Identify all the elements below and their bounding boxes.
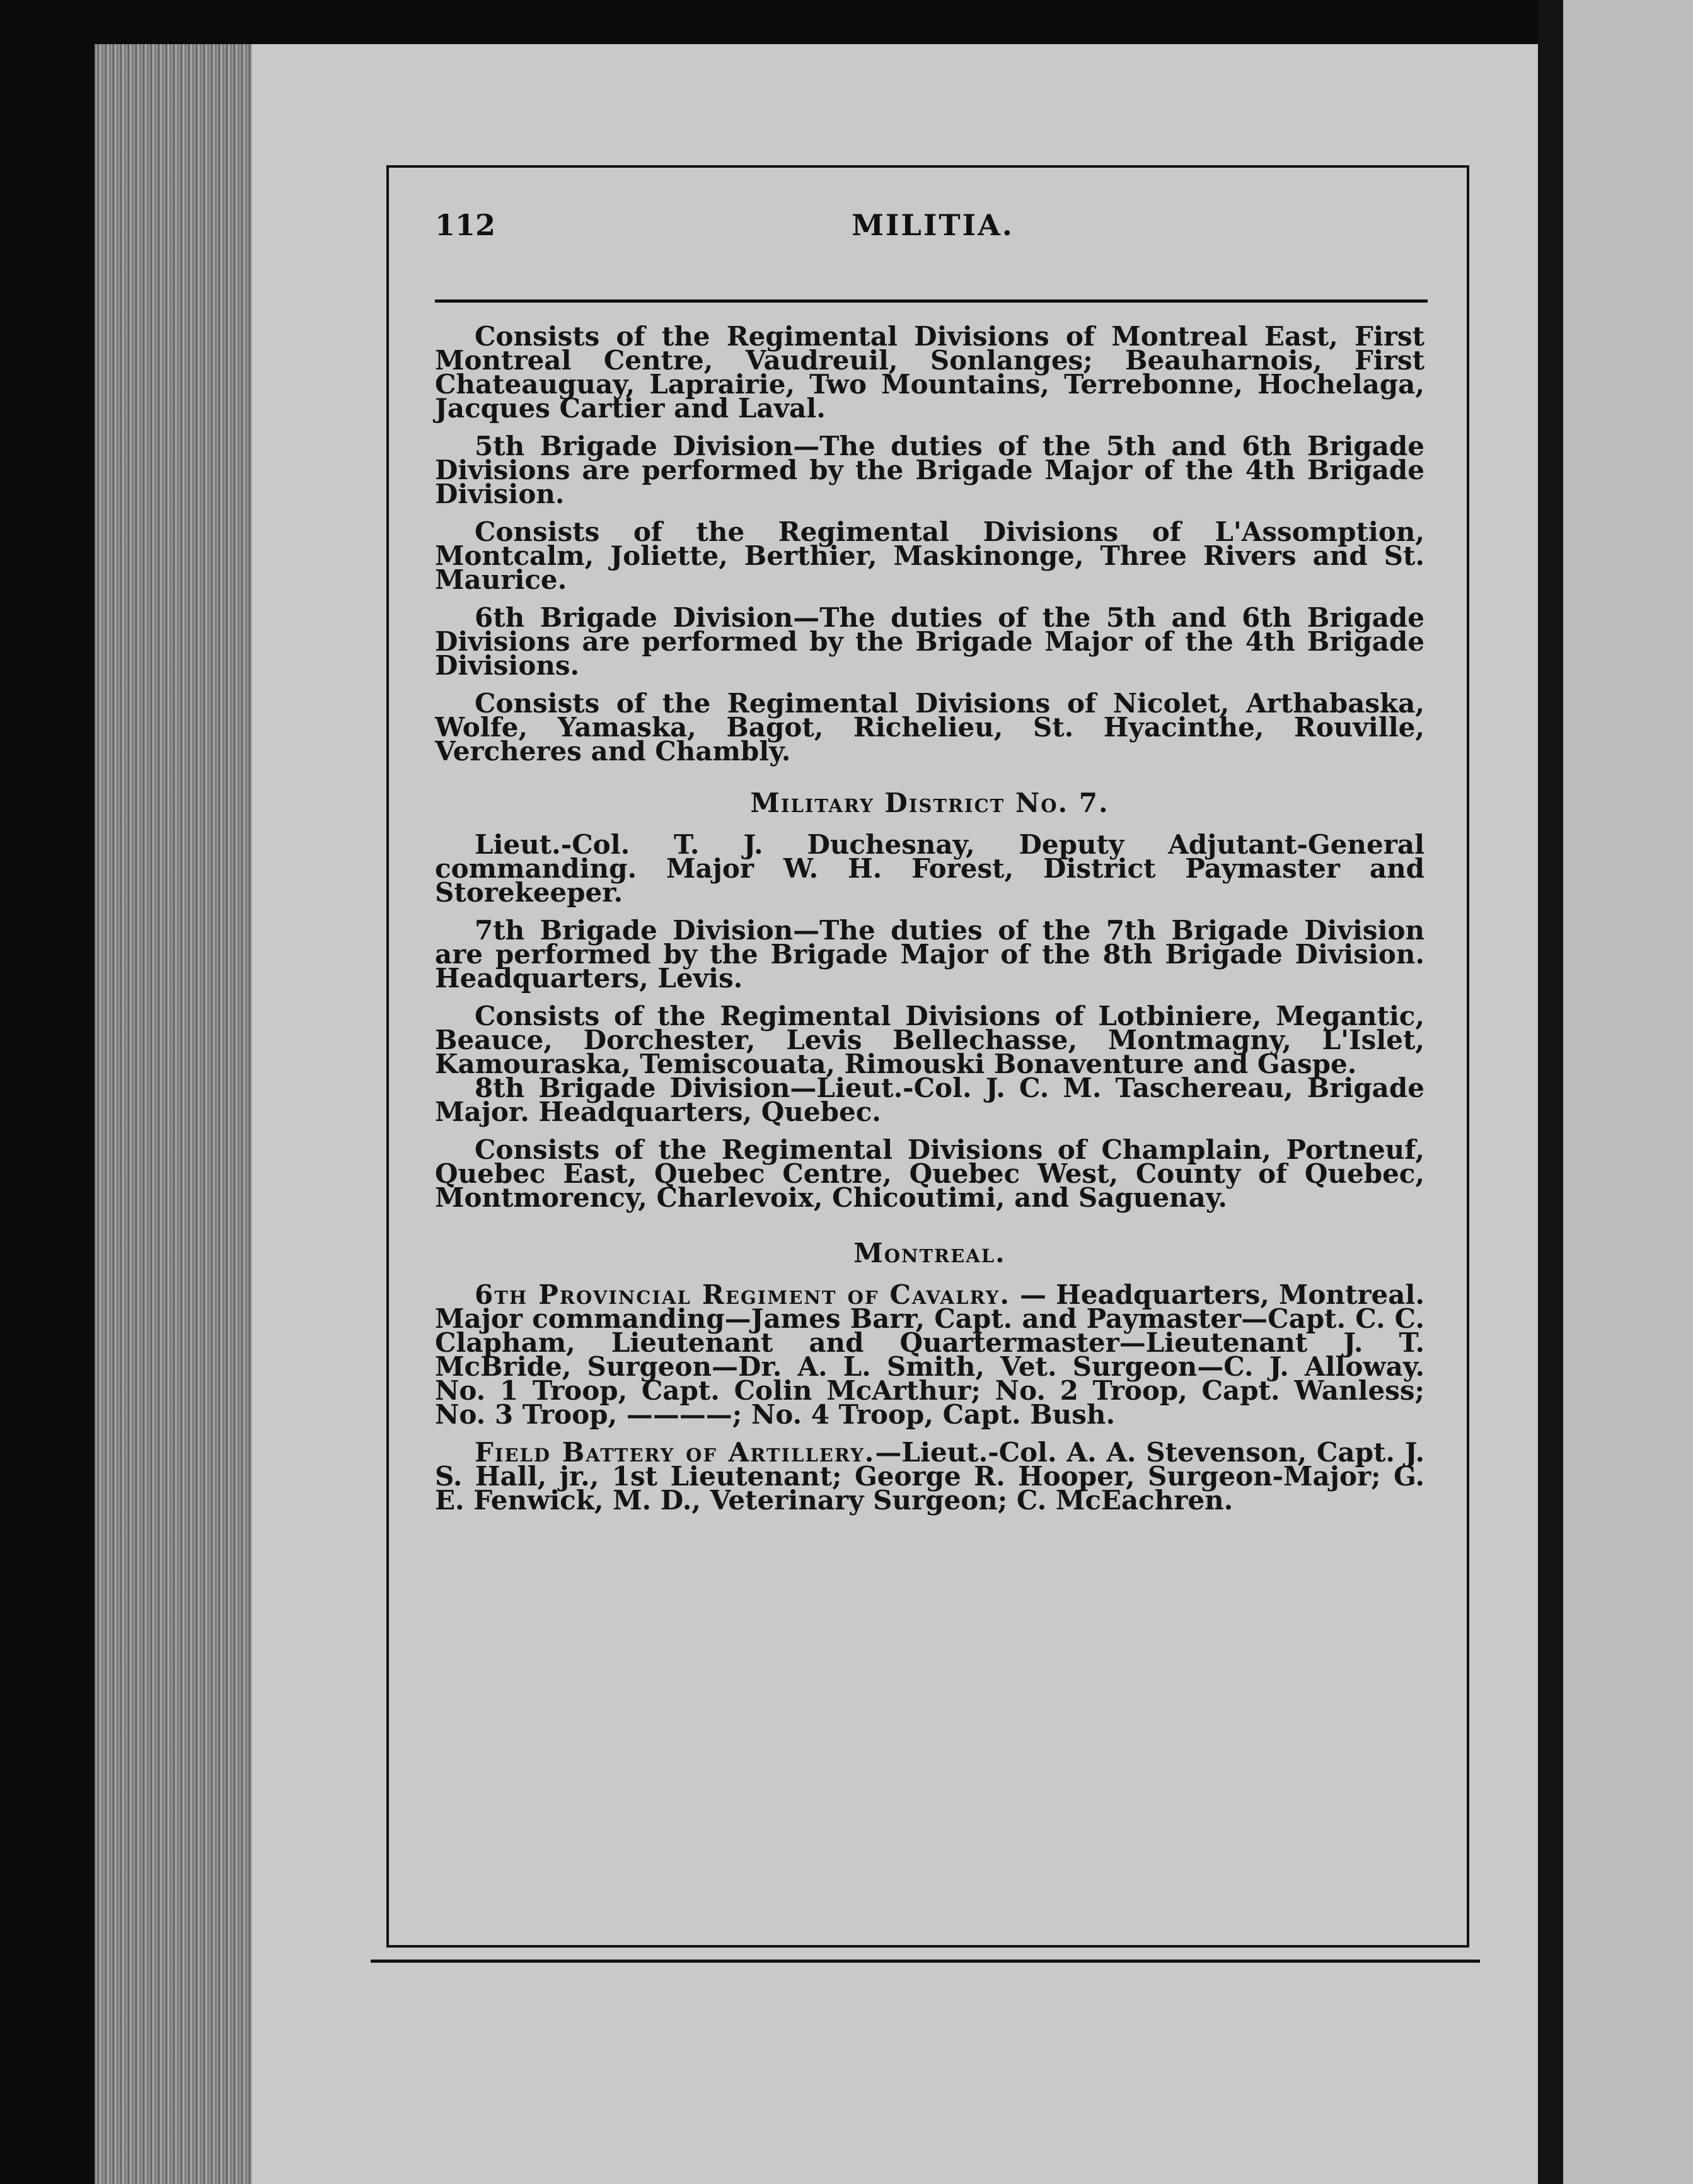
paragraph-5th-brigade-divisions: Consists of the Regimental Divisions of L'Assomption, Montcalm, Joliette, Berthier, Maskinonge, Three Rivers and St. Maurice. [435, 516, 1424, 595]
artillery-title: Field Battery of Artillery. [475, 1437, 875, 1468]
page-edges [95, 44, 252, 2184]
section-heading-district-7: Military District No. 7. [750, 787, 1109, 818]
paragraph-7th-brigade: 7th Brigade Division—The duties of the 7th Brigade Division are performed by the Brigade Major of the 8th Brigade Division. Headquarters, Levis. [435, 915, 1424, 994]
running-header [435, 208, 1431, 258]
paragraph-district-staff: Lieut.-Col. T. J. Duchesnay, Deputy Adjutant-General commanding. Major W. H. Forest, District Paymaster and Storekeeper. [435, 829, 1424, 908]
page-body [435, 321, 1424, 1526]
page-number: 112 [435, 208, 496, 242]
paragraph-4th-brigade-divisions: Consists of the Regimental Divisions of Montreal East, First Montreal Centre, Vaudreuil, Sonlanges; Beauharnois, First Chateauguay, Laprairie, Two Mountains, Terrebonne, Hochelaga, Jacques Cartier and Laval. [435, 321, 1424, 424]
paragraph-artillery [435, 1437, 1424, 1516]
book-gutter [1538, 0, 1563, 2184]
paragraph-6th-brigade-divisions: Consists of the Regimental Divisions of Nicolet, Arthabaska, Wolfe, Yamaska, Bagot, Richelieu, St. Hyacinthe, Rouville, Vercheres and Chambly. [435, 688, 1424, 767]
cavalry-title: 6th Provincial Regiment of Cavalry. [475, 1279, 1010, 1310]
footer-rule [371, 1960, 1480, 1963]
section-heading-montreal: Montreal. [853, 1238, 1006, 1269]
paragraph-7th-brigade-divisions: Consists of the Regimental Divisions of Lotbiniere, Megantic, Beauce, Dorchester, Levis Bellechasse, Montmagny, L'Islet, Kamouraska, Temiscouata, Rimouski Bonaventure and Gaspe. [435, 1001, 1424, 1079]
cavalry-details: — Headquarters, Montreal. Major commanding—James Barr, Capt. and Paymaster—Capt. C. C. Clapham, Lieutenant and Quartermaster—Lieutenant J. T. McBride, Surgeon—Dr. A. L. Smith, Vet. Surgeon—C. J. Alloway. No. 1 Troop, Capt. Colin McArthur; No. 2 Troop, Capt. Wanless; No. 3 Troop, ————; No. 4 Troop, Capt. Bush. [435, 1279, 1424, 1430]
paragraph-8th-brigade-divisions: Consists of the Regimental Divisions of Champlain, Portneuf, Quebec East, Quebec Centre, Quebec West, County of Quebec, Montmorency, Charlevoix, Chicoutimi, and Saguenay. [435, 1134, 1424, 1213]
facing-page [1563, 0, 1693, 2184]
paragraph-6th-brigade: 6th Brigade Division—The duties of the 5th and 6th Brigade Divisions are performed by the Brigade Major of the 4th Brigade Divisions. [435, 602, 1424, 681]
header-rule [435, 299, 1428, 303]
running-title: MILITIA. [852, 208, 1014, 242]
paragraph-8th-brigade: 8th Brigade Division—Lieut.-Col. J. C. M. Taschereau, Brigade Major. Headquarters, Quebec. [435, 1072, 1424, 1127]
artillery-details: —Lieut.-Col. A. A. Stevenson, Capt. J. S. Hall, jr., 1st Lieutenant; George R. Hooper, Surgeon-Major; G. E. Fenwick, M. D., Veterinary Surgeon; C. McEachren. [435, 1437, 1424, 1516]
paragraph-cavalry [435, 1279, 1424, 1430]
paragraph-5th-brigade: 5th Brigade Division—The duties of the 5th and 6th Brigade Divisions are performed by the Brigade Major of the 4th Brigade Division. [435, 431, 1424, 509]
